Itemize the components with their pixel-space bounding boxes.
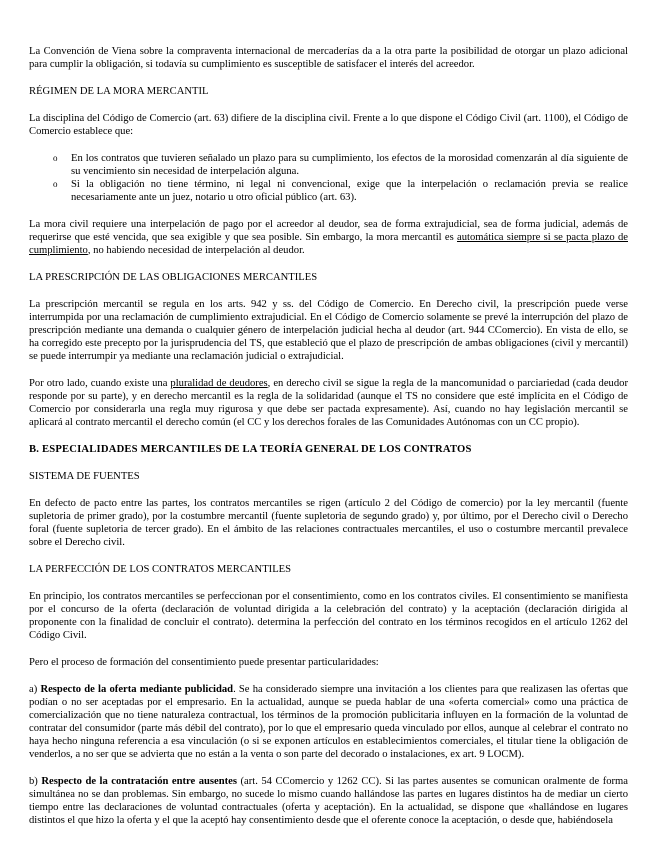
underlined-text: automática siempre si se pacta plazo de cumplimiento [29,232,628,256]
text-segment: Por otro lado, cuando existe una [29,378,171,389]
paragraph-prescripcion-2 [29,377,628,429]
underlined-text: pluralidad de deudores [170,378,268,389]
bold-text: Respecto de la contratación entre ausentes [41,776,237,787]
bold-text: Respecto de la oferta mediante publicidad [40,684,234,695]
text-segment: , no habiendo necesidad de interpelación al deudor. [87,245,305,256]
text-segment: La mora civil requiere una interpelación de pago por el acreedor al deudor, sea de forma extrajudicial, sea de forma judicial, además de requerirse que esté vencida, que sea exigible y que sea posible. Sin embargo, la mora mercantil es [29,219,628,243]
list-item-text: Si la obligación no tiene término, ni legal ni convencional, exige que la interpelación o reclamación previa se realice necesariamente ante un juez, notario u otro oficial público (art. 63). [71,179,628,203]
list-item [53,152,628,178]
heading-perfeccion: LA PERFECCIÓN DE LOS CONTRATOS MERCANTILES [29,564,292,575]
list-item-text: En los contratos que tuvieren señalado un plazo para su cumplimiento, los efectos de la morosidad comenzarán al día siguiente de su vencimiento sin necesidad de interpelación alguna. [71,153,628,177]
heading-prescripcion: LA PRESCRIPCIÓN DE LAS OBLIGACIONES MERCANTILES [29,272,318,283]
paragraph-prescripcion-1: La prescripción mercantil se regula en los arts. 942 y ss. del Código de Comercio. En Derecho civil, la prescripción puede verse interrumpida por una reclamación de cumplimiento extrajudicial. En el Código de Comercio solamente se prevé la interrupción del plazo de prescripción mediante una demanda o cualquier género de interpelación judicial hecha al deudor (art. 944 CComercio). En vista de ello, se ha corregido este precepto por la jurisprudencia del TS, que estableció que el plazo de prescripción de ambas obligaciones (civil y mercantil) se puede interrumpir ya mediante una reclamación judicial o extrajudicial. [29,299,628,362]
text-segment: . Se ha considerado siempre una invitación a los clientes para que realizasen las ofertas que podían o no ser aceptadas por el empresario. En la actualidad, aunque se pueda hablar de una «oferta comercial» como una práctica de comercialización que no tiene naturaleza contractual, los términos de la promoción publicitaria influyen en la formación de la voluntad de contratar del consumidor (parte más débil del contrato), por lo que el empresario queda vinculado por ellos, aunque al celebrar el contrato no haya hecho ninguna referencia a esa vinculación (o si se exponen artículos en establecimientos comerciales, el titular tiene la obligación de venderlos, a no ser que se advierta que no están a la venta o son parte del decorado o instalaciones, ex art. 9 LOCM). [29,684,628,760]
paragraph-fuentes: En defecto de pacto entre las partes, los contratos mercantiles se rigen (artículo 2 del Código de comercio) por la ley mercantil (fuente supletoria de primer grado), por la costumbre mercantil (fuente supletoria de segundo grado) y, por último, por el Derecho civil o Derecho foral (fuente supletoria de tercer grado). En el ámbito de las relaciones contractuales mercantiles, el uso o costumbre mercantil prevalece sobre el Derecho civil. [29,498,628,548]
paragraph-mora-intro: La disciplina del Código de Comercio (art. 63) difiere de la disciplina civil. Frente a lo que dispone el Código Civil (art. 1100), el Código de Comercio establece que: [29,113,628,137]
paragraph-perfeccion: En principio, los contratos mercantiles se perfeccionan por el consentimiento, como en los contratos civiles. El consentimiento se manifiesta por el concurso de la oferta (declaración de voluntad dirigida a la celebración del contrato) y la aceptación (declaración dirigida al proponente con la finalidad de concluir el contrato). determina la perfección del contrato en los términos recogidos en el artículo 1262 del Código Civil. [29,591,628,641]
paragraph-ausentes [29,775,628,827]
list-item [53,178,628,204]
text-segment: , en derecho civil se sigue la regla de la mancomunidad o parciariedad (cada deudor responde por su parte), y en derecho mercantil es la regla de la solidaridad (aunque el TS no considere que esté implícita en el Código de Comercio por considerarla una regla muy rigurosa y que debe ser pactada expresamente). Así, cuando no hay legislación mercantil se aplicará al contrato mercantil el derecho común (el CC y los derechos forales de las Comunidades Autónomas con un CC propio). [29,378,628,428]
heading-especialidades: B. ESPECIALIDADES MERCANTILES DE LA TEORÍA GENERAL DE LOS CONTRATOS [29,444,472,455]
paragraph-oferta [29,683,628,761]
text-segment: a) [29,684,41,695]
paragraph-mora-civil [29,218,628,257]
text-segment: (art. 54 CComercio y 1262 CC). Si las partes ausentes se comunican oralmente de forma simultánea no se dan problemas. Sin embargo, no sucede lo mismo cuando hallándose las partes en lugares distintos ha de mediar un cierto tiempo entre las declaraciones de voluntad contractuales (oferta y aceptación). En la actualidad, se dispone que «hallándose en lugares distintos el que hizo la oferta y el que la aceptó hay consentimiento desde que el oferente conoce la aceptación, o desde que, habiéndosela [29,776,628,826]
text-segment: b) [29,776,42,787]
bullet-icon: o [53,153,58,163]
bullet-icon: o [53,179,58,189]
heading-mora: RÉGIMEN DE LA MORA MERCANTIL [29,86,209,97]
paragraph-viena: La Convención de Viena sobre la compraventa internacional de mercaderías da a la otra parte la posibilidad de otorgar un plazo adicional para cumplir la obligación, si todavía su cumplimiento es susceptible de satisfacer el interés del acreedor. [29,46,628,70]
mora-bullet-list [29,152,628,204]
paragraph-formacion: Pero el proceso de formación del consentimiento puede presentar particularidades: [29,657,379,668]
heading-fuentes: SISTEMA DE FUENTES [29,471,140,482]
